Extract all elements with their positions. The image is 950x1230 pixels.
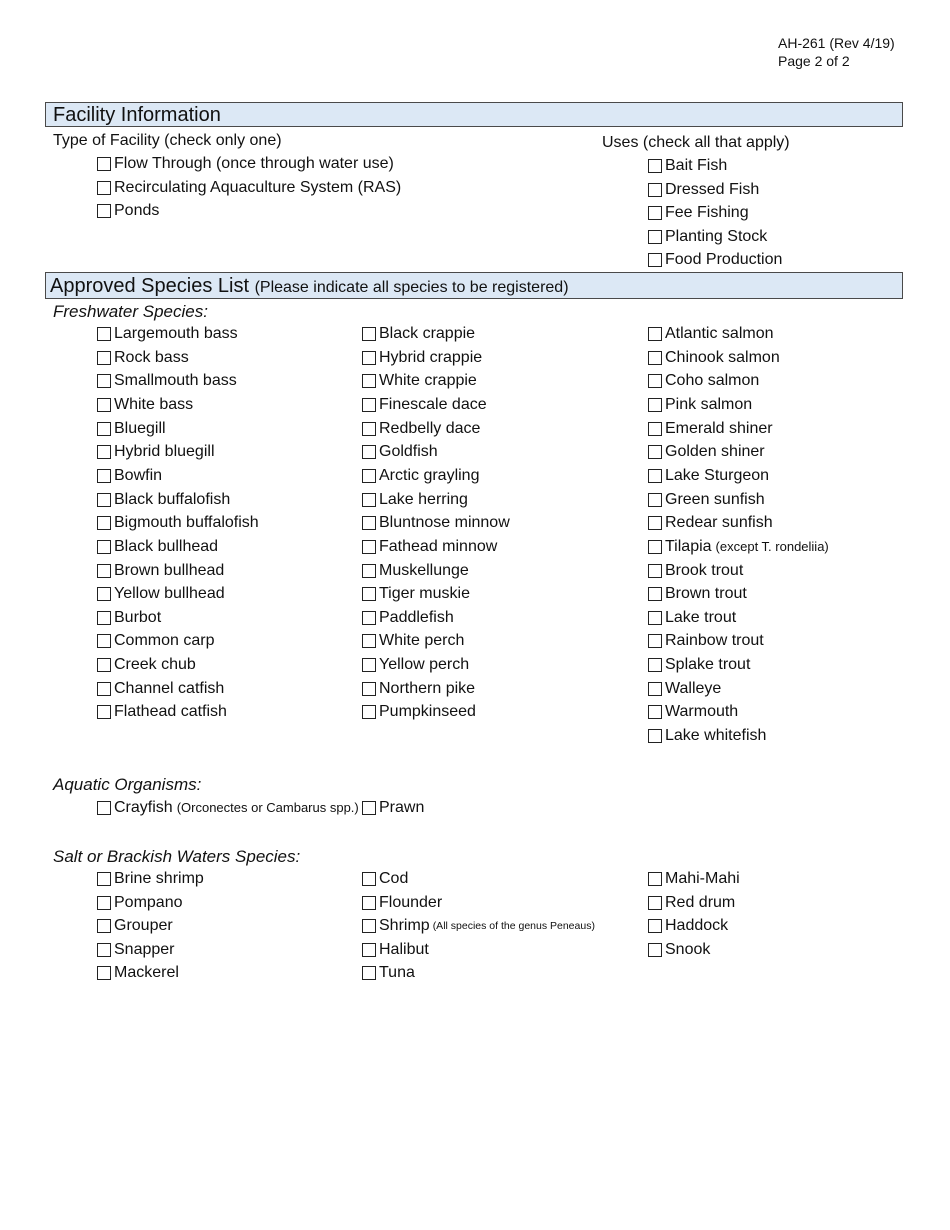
species-rock-bass-checkbox[interactable]	[97, 348, 189, 368]
checkbox-box[interactable]	[97, 374, 111, 388]
checkbox-label: Planting Stock	[665, 227, 768, 245]
checkbox-box[interactable]	[648, 493, 662, 507]
crayfish-note: (Orconectes or Cambarus spp.)	[176, 800, 359, 815]
checkbox-label: Pink salmon	[665, 395, 753, 413]
checkbox-box[interactable]	[648, 564, 662, 578]
page-number: Page 2 of 2	[778, 53, 850, 69]
form-number: AH-261 (Rev 4/19)	[778, 35, 895, 51]
species-golden-shiner-checkbox[interactable]	[648, 442, 765, 462]
checkbox-box[interactable]	[362, 682, 376, 696]
checkbox-box[interactable]	[648, 445, 662, 459]
checkbox-box[interactable]	[648, 516, 662, 530]
checkbox-box[interactable]	[97, 705, 111, 719]
species-warmouth-checkbox[interactable]	[648, 702, 738, 722]
species-brown-bullhead-checkbox[interactable]	[97, 561, 224, 581]
species-crayfish-checkbox[interactable]	[97, 798, 359, 818]
use-dressed-fish-checkbox[interactable]	[648, 180, 759, 200]
species-hybrid-crappie-checkbox[interactable]	[362, 348, 482, 368]
species-black-bullhead-checkbox[interactable]	[97, 537, 218, 557]
checkbox-box[interactable]	[362, 966, 376, 980]
checkbox-box[interactable]	[97, 896, 111, 910]
checkbox-label: Goldfish	[379, 443, 438, 461]
checkbox-label: Red drum	[665, 893, 736, 911]
checkbox-label: Fee Fishing	[665, 204, 749, 222]
use-fee-fishing-checkbox[interactable]	[648, 203, 749, 223]
salt-brackish-label: Salt or Brackish Waters Species:	[53, 847, 301, 866]
checkbox-box[interactable]	[97, 516, 111, 530]
checkbox-box[interactable]	[97, 587, 111, 601]
species-muskellunge-checkbox[interactable]	[362, 561, 469, 581]
checkbox-box[interactable]	[97, 181, 111, 195]
checkbox-box[interactable]	[362, 445, 376, 459]
checkbox-label: Burbot	[114, 608, 162, 626]
checkbox-label: Atlantic salmon	[665, 325, 774, 342]
checkbox-label: White crappie	[379, 372, 477, 390]
checkbox-box[interactable]	[362, 705, 376, 719]
checkbox-box[interactable]	[362, 872, 376, 886]
species-emerald-shiner-checkbox[interactable]	[648, 419, 773, 439]
checkbox-box[interactable]	[97, 540, 111, 554]
checkbox-box[interactable]	[97, 422, 111, 436]
species-atlantic-salmon-checkbox[interactable]	[648, 324, 774, 344]
checkbox-box[interactable]	[648, 351, 662, 365]
facility-section-header	[45, 102, 903, 127]
checkbox-box[interactable]	[362, 896, 376, 910]
checkbox-label: Northern pike	[379, 679, 476, 697]
species-yellow-bullhead-checkbox[interactable]	[97, 584, 225, 604]
checkbox-label: Mahi-Mahi	[665, 870, 740, 887]
checkbox-label: Green sunfish	[665, 490, 765, 508]
checkbox-label: Hybrid crappie	[379, 348, 483, 366]
checkbox-label: Shrimp	[379, 917, 430, 935]
checkbox-label: Fathead minnow	[379, 537, 498, 555]
checkbox-box[interactable]	[97, 611, 111, 625]
checkbox-label: Creek chub	[114, 656, 196, 674]
checkbox-box[interactable]	[648, 919, 662, 933]
checkbox-label: Grouper	[114, 917, 173, 935]
checkbox-label: Smallmouth bass	[114, 372, 237, 390]
use-planting-stock-checkbox[interactable]	[648, 227, 767, 247]
species-brown-trout-checkbox[interactable]	[648, 584, 747, 604]
species-rainbow-trout-checkbox[interactable]	[648, 631, 764, 651]
species-goldfish-checkbox[interactable]	[362, 442, 438, 462]
species-section-header	[45, 272, 903, 299]
checkbox-label: Recirculating Aquaculture System (RAS)	[114, 179, 402, 196]
species-haddock-checkbox[interactable]	[648, 916, 728, 936]
species-tuna-checkbox[interactable]	[362, 963, 415, 983]
species-creek-chub-checkbox[interactable]	[97, 655, 196, 675]
form-identifier	[778, 34, 895, 70]
species-walleye-checkbox[interactable]	[648, 679, 721, 699]
species-fathead-minnow-checkbox[interactable]	[362, 537, 497, 557]
checkbox-box[interactable]	[362, 351, 376, 365]
species-white-perch-checkbox[interactable]	[362, 631, 464, 651]
checkbox-label: Largemouth bass	[114, 325, 238, 342]
checkbox-label: Lake Sturgeon	[665, 466, 770, 484]
checkbox-label: Brown bullhead	[114, 561, 225, 579]
freshwater-label: Freshwater Species:	[53, 302, 208, 321]
species-pink-salmon-checkbox[interactable]	[648, 395, 752, 415]
species-flounder-checkbox[interactable]	[362, 893, 442, 913]
checkbox-box[interactable]	[648, 327, 662, 341]
checkbox-box[interactable]	[362, 919, 376, 933]
species-black-crappie-checkbox[interactable]	[362, 324, 475, 344]
facility-type-flow-through-checkbox[interactable]	[97, 154, 394, 174]
species-burbot-checkbox[interactable]	[97, 608, 161, 628]
checkbox-label: Brine shrimp	[114, 870, 204, 887]
checkbox-label: Bluegill	[114, 419, 166, 437]
facility-section-title: Facility Information	[53, 104, 221, 126]
checkbox-label: Haddock	[665, 917, 729, 935]
species-cod-checkbox[interactable]	[362, 869, 408, 889]
checkbox-label: Yellow bullhead	[114, 585, 225, 603]
species-bowfin-checkbox[interactable]	[97, 466, 162, 486]
species-brook-trout-checkbox[interactable]	[648, 561, 743, 581]
species-snook-checkbox[interactable]	[648, 940, 710, 960]
tilapia-note: (except T. rondeliia)	[715, 538, 829, 554]
species-grouper-checkbox[interactable]	[97, 916, 173, 936]
checkbox-box[interactable]	[362, 658, 376, 672]
checkbox-box[interactable]	[648, 422, 662, 436]
checkbox-box[interactable]	[648, 705, 662, 719]
species-green-sunfish-checkbox[interactable]	[648, 490, 765, 510]
checkbox-label: Dressed Fish	[665, 180, 760, 198]
checkbox-label: Bowfin	[114, 466, 163, 484]
checkbox-box[interactable]	[362, 469, 376, 483]
checkbox-label: Snapper	[114, 940, 175, 958]
use-food-production-checkbox[interactable]	[648, 250, 782, 270]
checkbox-box[interactable]	[362, 398, 376, 412]
checkbox-label: Arctic grayling	[379, 466, 480, 484]
species-redbelly-dace-checkbox[interactable]	[362, 419, 480, 439]
checkbox-box[interactable]	[648, 206, 662, 220]
species-halibut-checkbox[interactable]	[362, 940, 429, 960]
species-bigmouth-buffalofish-checkbox[interactable]	[97, 513, 259, 533]
checkbox-label: Bluntnose minnow	[379, 514, 510, 532]
species-lake-whitefish-checkbox[interactable]	[648, 726, 766, 746]
checkbox-label: Flounder	[379, 893, 443, 911]
species-mackerel-checkbox[interactable]	[97, 963, 179, 983]
checkbox-box[interactable]	[362, 374, 376, 388]
species-pompano-checkbox[interactable]	[97, 893, 183, 913]
checkbox-label: Lake trout	[665, 608, 737, 626]
species-largemouth-bass-checkbox[interactable]	[97, 324, 238, 344]
checkbox-label: Splake trout	[665, 656, 751, 674]
checkbox-box[interactable]	[97, 966, 111, 980]
checkbox-box[interactable]	[97, 801, 111, 815]
checkbox-label: Tilapia	[665, 537, 712, 555]
checkbox-box[interactable]	[362, 540, 376, 554]
checkbox-label: Hybrid bluegill	[114, 443, 215, 461]
checkbox-label: Lake herring	[379, 490, 468, 508]
checkbox-box[interactable]	[97, 351, 111, 365]
checkbox-label: Pumpkinseed	[379, 703, 476, 721]
checkbox-label: Coho salmon	[665, 372, 760, 390]
species-white-bass-checkbox[interactable]	[97, 395, 193, 415]
checkbox-label: Tiger muskie	[379, 585, 470, 603]
species-splake-trout-checkbox[interactable]	[648, 655, 750, 675]
species-pumpkinseed-checkbox[interactable]	[362, 702, 476, 722]
checkbox-label: Bigmouth buffalofish	[114, 514, 259, 532]
species-red-drum-checkbox[interactable]	[648, 893, 735, 913]
species-flathead-catfish-checkbox[interactable]	[97, 702, 227, 722]
checkbox-box[interactable]	[648, 230, 662, 244]
checkbox-box[interactable]	[97, 327, 111, 341]
checkbox-box[interactable]	[648, 374, 662, 388]
species-channel-catfish-checkbox[interactable]	[97, 679, 224, 699]
species-lake-sturgeon-checkbox[interactable]	[648, 466, 769, 486]
checkbox-box[interactable]	[648, 896, 662, 910]
checkbox-box[interactable]	[648, 658, 662, 672]
checkbox-label: Flow Through (once through water use)	[114, 155, 394, 172]
checkbox-label: Cod	[379, 870, 409, 887]
checkbox-box[interactable]	[648, 729, 662, 743]
checkbox-label: Ponds	[114, 202, 160, 219]
checkbox-label: Black buffalofish	[114, 490, 231, 508]
checkbox-label: Common carp	[114, 632, 215, 650]
checkbox-label: Rock bass	[114, 348, 189, 366]
checkbox-box[interactable]	[648, 540, 662, 554]
checkbox-label: Halibut	[379, 940, 429, 958]
checkbox-box[interactable]	[362, 801, 376, 815]
checkbox-box[interactable]	[362, 611, 376, 625]
checkbox-label: Pompano	[114, 893, 183, 911]
checkbox-label: Black bullhead	[114, 537, 219, 555]
checkbox-label: Redbelly dace	[379, 419, 481, 437]
checkbox-box[interactable]	[362, 564, 376, 578]
facility-type-ras-checkbox[interactable]	[97, 178, 401, 198]
checkbox-box[interactable]	[97, 445, 111, 459]
checkbox-label: Finescale dace	[379, 395, 487, 413]
checkbox-box[interactable]	[362, 327, 376, 341]
species-section-title	[50, 275, 569, 299]
checkbox-label: Channel catfish	[114, 679, 225, 697]
species-common-carp-checkbox[interactable]	[97, 631, 214, 651]
checkbox-label: Paddlefish	[379, 608, 454, 626]
species-white-crappie-checkbox[interactable]	[362, 371, 477, 391]
checkbox-box[interactable]	[97, 634, 111, 648]
checkbox-label: Redear sunfish	[665, 514, 773, 532]
species-title: Approved Species List	[50, 275, 250, 297]
checkbox-label: Brown trout	[665, 585, 747, 603]
checkbox-box[interactable]	[97, 658, 111, 672]
checkbox-label: Brook trout	[665, 561, 744, 579]
checkbox-label: Walleye	[665, 679, 722, 697]
species-hybrid-bluegill-checkbox[interactable]	[97, 442, 215, 462]
species-subtitle: (Please indicate all species to be registered)	[254, 279, 569, 296]
checkbox-box[interactable]	[97, 157, 111, 171]
checkbox-label: Tuna	[379, 964, 415, 982]
species-tiger-muskie-checkbox[interactable]	[362, 584, 470, 604]
checkbox-label: White perch	[379, 632, 465, 650]
checkbox-box[interactable]	[97, 682, 111, 696]
checkbox-box[interactable]	[648, 398, 662, 412]
checkbox-label: Crayfish	[114, 799, 173, 816]
use-bait-fish-checkbox[interactable]	[648, 156, 727, 176]
checkbox-label: Lake whitefish	[665, 727, 767, 745]
checkbox-label: Prawn	[379, 799, 425, 816]
checkbox-label: Black crappie	[379, 325, 476, 342]
species-smallmouth-bass-checkbox[interactable]	[97, 371, 237, 391]
checkbox-label: Food Production	[665, 251, 783, 269]
species-brine-shrimp-checkbox[interactable]	[97, 869, 204, 889]
checkbox-box[interactable]	[97, 872, 111, 886]
species-coho-salmon-checkbox[interactable]	[648, 371, 759, 391]
checkbox-box[interactable]	[362, 493, 376, 507]
checkbox-box[interactable]	[648, 611, 662, 625]
species-lake-herring-checkbox[interactable]	[362, 490, 468, 510]
facility-type-ponds-checkbox[interactable]	[97, 201, 159, 221]
checkbox-box[interactable]	[648, 253, 662, 267]
checkbox-box[interactable]	[362, 943, 376, 957]
species-bluntnose-minnow-checkbox[interactable]	[362, 513, 510, 533]
checkbox-label: Emerald shiner	[665, 419, 773, 437]
checkbox-box[interactable]	[97, 469, 111, 483]
checkbox-label: Rainbow trout	[665, 632, 764, 650]
checkbox-box[interactable]	[97, 398, 111, 412]
checkbox-label: Yellow perch	[379, 656, 470, 674]
species-mahi-mahi-checkbox[interactable]	[648, 869, 740, 889]
checkbox-box[interactable]	[97, 919, 111, 933]
checkbox-label: White bass	[114, 395, 194, 413]
checkbox-box[interactable]	[648, 469, 662, 483]
checkbox-label: Snook	[665, 940, 711, 958]
checkbox-box[interactable]	[648, 634, 662, 648]
checkbox-box[interactable]	[97, 493, 111, 507]
checkbox-label: Muskellunge	[379, 561, 469, 579]
checkbox-box[interactable]	[362, 587, 376, 601]
species-finescale-dace-checkbox[interactable]	[362, 395, 487, 415]
checkbox-box[interactable]	[362, 422, 376, 436]
checkbox-box[interactable]	[97, 943, 111, 957]
shrimp-note: (All species of the genus Peneaus)	[432, 920, 595, 933]
checkbox-label: Chinook salmon	[665, 348, 780, 366]
species-lake-trout-checkbox[interactable]	[648, 608, 736, 628]
checkbox-box[interactable]	[648, 587, 662, 601]
species-bluegill-checkbox[interactable]	[97, 419, 166, 439]
species-northern-pike-checkbox[interactable]	[362, 679, 475, 699]
checkbox-box[interactable]	[648, 682, 662, 696]
species-tilapia-checkbox[interactable]	[648, 537, 829, 557]
species-yellow-perch-checkbox[interactable]	[362, 655, 469, 675]
checkbox-box[interactable]	[648, 183, 662, 197]
species-paddlefish-checkbox[interactable]	[362, 608, 454, 628]
species-snapper-checkbox[interactable]	[97, 940, 175, 960]
checkbox-label: Golden shiner	[665, 443, 765, 461]
species-prawn-checkbox[interactable]	[362, 798, 424, 818]
checkbox-box[interactable]	[362, 634, 376, 648]
checkbox-box[interactable]	[97, 564, 111, 578]
aquatic-organisms-label: Aquatic Organisms:	[53, 775, 202, 794]
checkbox-box[interactable]	[648, 943, 662, 957]
checkbox-box[interactable]	[648, 872, 662, 886]
checkbox-label: Mackerel	[114, 964, 179, 982]
facility-type-label: Type of Facility (check only one)	[53, 132, 282, 149]
species-black-buffalofish-checkbox[interactable]	[97, 490, 230, 510]
checkbox-box[interactable]	[362, 516, 376, 530]
checkbox-box[interactable]	[97, 204, 111, 218]
checkbox-box[interactable]	[648, 159, 662, 173]
uses-label: Uses (check all that apply)	[602, 134, 790, 151]
species-arctic-grayling-checkbox[interactable]	[362, 466, 479, 486]
species-chinook-salmon-checkbox[interactable]	[648, 348, 780, 368]
species-shrimp-checkbox[interactable]	[362, 916, 595, 936]
checkbox-label: Bait Fish	[665, 157, 728, 174]
checkbox-label: Warmouth	[665, 703, 739, 721]
species-redear-sunfish-checkbox[interactable]	[648, 513, 773, 533]
checkbox-label: Flathead catfish	[114, 703, 227, 721]
